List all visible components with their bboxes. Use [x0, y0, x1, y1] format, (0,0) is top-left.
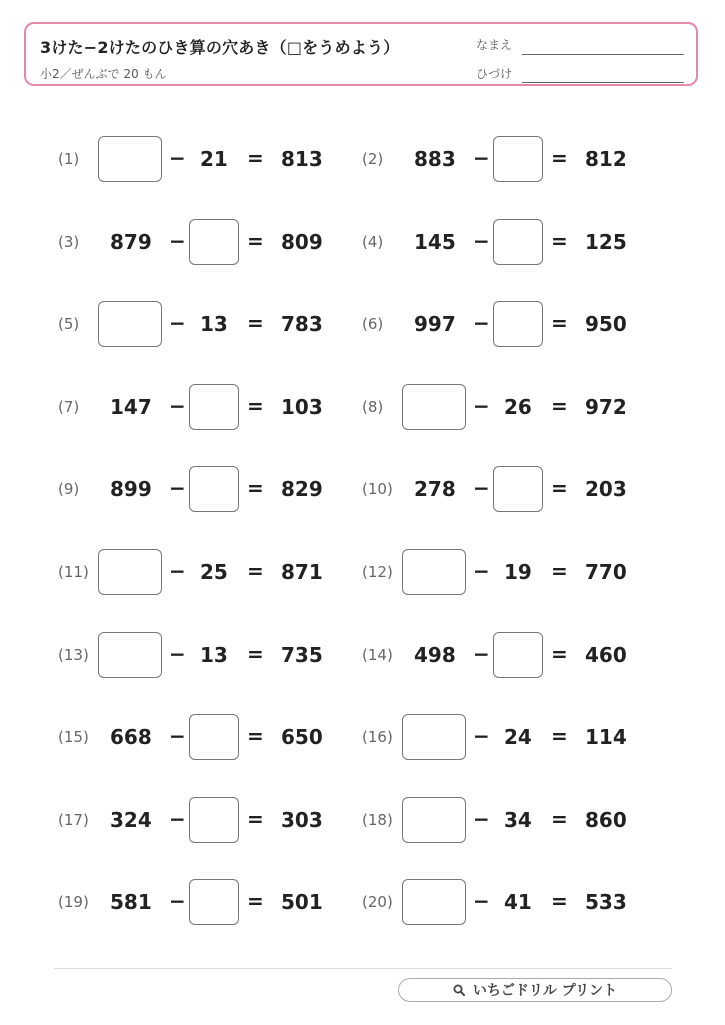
answer-box[interactable]: [402, 549, 466, 595]
minus-sign: −: [473, 724, 490, 748]
equals-sign: =: [551, 642, 568, 666]
equals-sign: =: [247, 807, 264, 831]
minus-sign: −: [169, 807, 186, 831]
answer-box[interactable]: [493, 301, 543, 347]
problem-item: [362, 549, 652, 599]
minus-sign: −: [169, 394, 186, 418]
problem-number: (12): [362, 563, 393, 581]
difference: 972: [585, 395, 627, 419]
problem-number: (17): [58, 811, 89, 829]
equals-sign: =: [247, 559, 264, 583]
answer-box[interactable]: [493, 466, 543, 512]
problem-item: [362, 384, 652, 434]
minus-sign: −: [169, 889, 186, 913]
problem-number: (19): [58, 893, 89, 911]
minuend: 145: [414, 230, 456, 254]
brand-name: いちごドリル プリント: [472, 983, 618, 999]
equals-sign: =: [551, 229, 568, 253]
minus-sign: −: [473, 807, 490, 831]
problem-item: [362, 219, 652, 269]
answer-box[interactable]: [402, 384, 466, 430]
equals-sign: =: [551, 889, 568, 913]
problem-item: [58, 219, 348, 269]
problem-number: (20): [362, 893, 393, 911]
problem-item: [362, 301, 652, 351]
equals-sign: =: [551, 476, 568, 500]
problem-number: (7): [58, 398, 80, 416]
problem-item: [362, 136, 652, 186]
worksheet-header: [24, 22, 698, 86]
problem-item: [58, 632, 348, 682]
minus-sign: −: [169, 476, 186, 500]
problem-number: (14): [362, 646, 393, 664]
minus-sign: −: [473, 394, 490, 418]
subtrahend: 25: [200, 560, 228, 584]
difference: 813: [281, 147, 323, 171]
footer-divider: [54, 968, 672, 969]
subtrahend: 13: [200, 312, 228, 336]
answer-box[interactable]: [98, 549, 162, 595]
page-title: 3けた−2けたのひき算の穴あき（□をうめよう）: [40, 38, 400, 57]
difference: 812: [585, 147, 627, 171]
subtrahend: 13: [200, 643, 228, 667]
minus-sign: −: [473, 311, 490, 335]
minus-sign: −: [473, 229, 490, 253]
difference: 735: [281, 643, 323, 667]
problem-number: (1): [58, 150, 80, 168]
problem-number: (5): [58, 315, 80, 333]
page-subtitle: 小2／ぜんぶで 20 もん: [40, 67, 167, 81]
minus-sign: −: [473, 889, 490, 913]
problem-number: (10): [362, 480, 393, 498]
problem-number: (8): [362, 398, 384, 416]
difference: 501: [281, 890, 323, 914]
problem-item: [362, 714, 652, 764]
minuend: 147: [110, 395, 152, 419]
problem-number: (18): [362, 811, 393, 829]
problem-number: (3): [58, 233, 80, 251]
difference: 809: [281, 230, 323, 254]
minuend: 278: [414, 477, 456, 501]
equals-sign: =: [247, 394, 264, 418]
answer-box[interactable]: [189, 797, 239, 843]
minus-sign: −: [473, 146, 490, 170]
equals-sign: =: [551, 146, 568, 170]
answer-box[interactable]: [189, 466, 239, 512]
problem-number: (6): [362, 315, 384, 333]
difference: 114: [585, 725, 627, 749]
difference: 860: [585, 808, 627, 832]
problem-item: [58, 136, 348, 186]
date-field[interactable]: [522, 81, 684, 83]
answer-box[interactable]: [402, 797, 466, 843]
problem-item: [58, 466, 348, 516]
minus-sign: −: [169, 642, 186, 666]
equals-sign: =: [551, 394, 568, 418]
minuend: 997: [414, 312, 456, 336]
brand-badge: [398, 978, 672, 1002]
answer-box[interactable]: [493, 632, 543, 678]
difference: 103: [281, 395, 323, 419]
minus-sign: −: [473, 476, 490, 500]
answer-box[interactable]: [189, 714, 239, 760]
equals-sign: =: [247, 146, 264, 170]
equals-sign: =: [551, 724, 568, 748]
answer-box[interactable]: [493, 219, 543, 265]
equals-sign: =: [247, 311, 264, 335]
search-icon: [453, 984, 465, 996]
problem-number: (2): [362, 150, 384, 168]
equals-sign: =: [247, 229, 264, 253]
minuend: 883: [414, 147, 456, 171]
difference: 871: [281, 560, 323, 584]
name-field[interactable]: [522, 53, 684, 55]
answer-box[interactable]: [189, 219, 239, 265]
minuend: 324: [110, 808, 152, 832]
answer-box[interactable]: [402, 714, 466, 760]
equals-sign: =: [551, 311, 568, 335]
subtrahend: 21: [200, 147, 228, 171]
equals-sign: =: [247, 642, 264, 666]
answer-box[interactable]: [189, 384, 239, 430]
problem-number: (9): [58, 480, 80, 498]
problem-number: (4): [362, 233, 384, 251]
answer-box[interactable]: [402, 879, 466, 925]
problem-item: [362, 632, 652, 682]
equals-sign: =: [551, 807, 568, 831]
subtrahend: 34: [504, 808, 532, 832]
difference: 460: [585, 643, 627, 667]
difference: 125: [585, 230, 627, 254]
minus-sign: −: [169, 146, 186, 170]
minus-sign: −: [169, 311, 186, 335]
answer-box[interactable]: [493, 136, 543, 182]
problem-item: [58, 797, 348, 847]
problem-item: [58, 384, 348, 434]
minuend: 498: [414, 643, 456, 667]
problem-item: [58, 714, 348, 764]
equals-sign: =: [247, 724, 264, 748]
answer-box[interactable]: [189, 879, 239, 925]
problem-item: [58, 301, 348, 351]
difference: 950: [585, 312, 627, 336]
date-label: ひづけ: [476, 67, 513, 81]
problem-number: (15): [58, 728, 89, 746]
problem-item: [362, 466, 652, 516]
difference: 770: [585, 560, 627, 584]
answer-box[interactable]: [98, 632, 162, 678]
subtrahend: 24: [504, 725, 532, 749]
answer-box[interactable]: [98, 301, 162, 347]
minuend: 899: [110, 477, 152, 501]
problem-number: (13): [58, 646, 89, 664]
difference: 203: [585, 477, 627, 501]
problem-number: (16): [362, 728, 393, 746]
difference: 303: [281, 808, 323, 832]
equals-sign: =: [247, 889, 264, 913]
minuend: 879: [110, 230, 152, 254]
equals-sign: =: [551, 559, 568, 583]
difference: 783: [281, 312, 323, 336]
name-label: なまえ: [476, 38, 513, 52]
minuend: 668: [110, 725, 152, 749]
problem-item: [58, 549, 348, 599]
minus-sign: −: [169, 229, 186, 253]
problem-item: [362, 797, 652, 847]
difference: 533: [585, 890, 627, 914]
difference: 650: [281, 725, 323, 749]
problem-item: [58, 879, 348, 929]
minus-sign: −: [473, 559, 490, 583]
subtrahend: 19: [504, 560, 532, 584]
minuend: 581: [110, 890, 152, 914]
subtrahend: 26: [504, 395, 532, 419]
minus-sign: −: [473, 642, 490, 666]
answer-box[interactable]: [98, 136, 162, 182]
minus-sign: −: [169, 559, 186, 583]
minus-sign: −: [169, 724, 186, 748]
problem-number: (11): [58, 563, 89, 581]
subtrahend: 41: [504, 890, 532, 914]
problem-item: [362, 879, 652, 929]
equals-sign: =: [247, 476, 264, 500]
difference: 829: [281, 477, 323, 501]
